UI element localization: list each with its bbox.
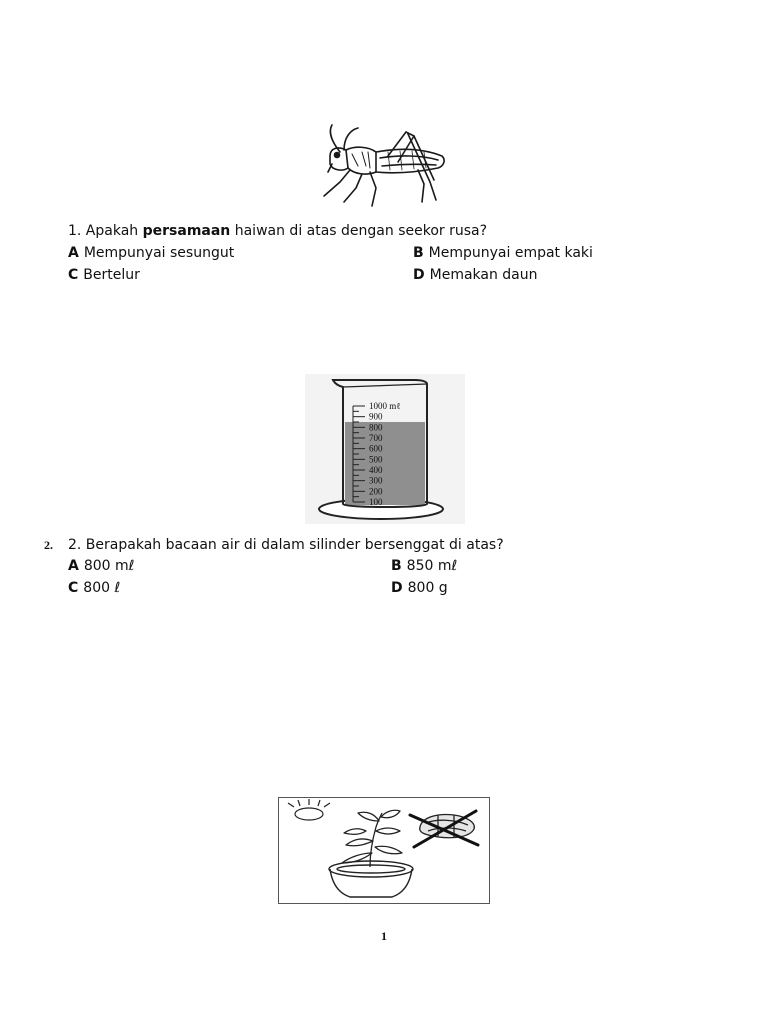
question-1-option-d[interactable] — [413, 266, 538, 284]
measuring-cylinder-illustration — [305, 374, 465, 524]
measuring-cylinder-svg — [305, 374, 465, 524]
scale-label: 600 — [369, 443, 383, 454]
scale-label: 900 — [369, 411, 383, 422]
scale-label: 800 — [369, 422, 383, 433]
question-1-stem — [68, 222, 487, 240]
question-2-option-a[interactable] — [68, 557, 134, 575]
option-letter: D — [413, 267, 425, 283]
scale-label: 300 — [369, 475, 383, 486]
option-text: Bertelur — [83, 267, 140, 283]
option-letter: B — [391, 558, 402, 574]
question-1-stem-suffix: haiwan di atas dengan seekor rusa? — [230, 223, 488, 239]
option-letter: C — [68, 267, 79, 283]
option-letter: A — [68, 245, 79, 261]
question-1-option-b[interactable] — [413, 244, 593, 262]
question-1-stem-prefix: 1. Apakah — [68, 223, 143, 239]
option-text: 800 mℓ — [83, 558, 135, 574]
option-text: Mempunyai empat kaki — [428, 245, 593, 261]
question-1-keyword: persamaan — [142, 223, 231, 239]
question-2-outer-number: 2. — [44, 538, 53, 552]
scale-label-top: 1000 mℓ — [369, 401, 401, 411]
plant-experiment-illustration — [278, 797, 490, 904]
option-letter: A — [68, 558, 79, 574]
question-2-option-b[interactable] — [391, 557, 457, 575]
question-2-option-d[interactable] — [391, 579, 448, 597]
option-text: 800 ℓ — [83, 580, 121, 596]
question-2-option-c[interactable] — [68, 579, 120, 597]
page-number: 1 — [381, 929, 387, 943]
scale-label: 500 — [369, 454, 383, 465]
scale-label: 400 — [369, 465, 383, 475]
option-letter: D — [391, 580, 403, 596]
option-text: Mempunyai sesungut — [83, 245, 235, 261]
scale-label: 200 — [369, 486, 383, 497]
question-1-option-a[interactable] — [68, 244, 234, 262]
grasshopper-illustration — [318, 122, 450, 214]
option-letter: B — [413, 245, 424, 261]
water-column — [345, 422, 425, 505]
option-text: 850 mℓ — [406, 558, 458, 574]
question-1-option-c[interactable] — [68, 266, 140, 284]
option-text: Memakan daun — [429, 267, 538, 283]
question-2-stem: 2. Berapakah bacaan air di dalam silinder bersenggat di atas? — [68, 537, 504, 553]
scale-label: 700 — [369, 433, 383, 443]
scale-label: 100 — [369, 497, 383, 507]
option-text: 800 g — [407, 580, 448, 596]
option-letter: C — [68, 580, 79, 596]
